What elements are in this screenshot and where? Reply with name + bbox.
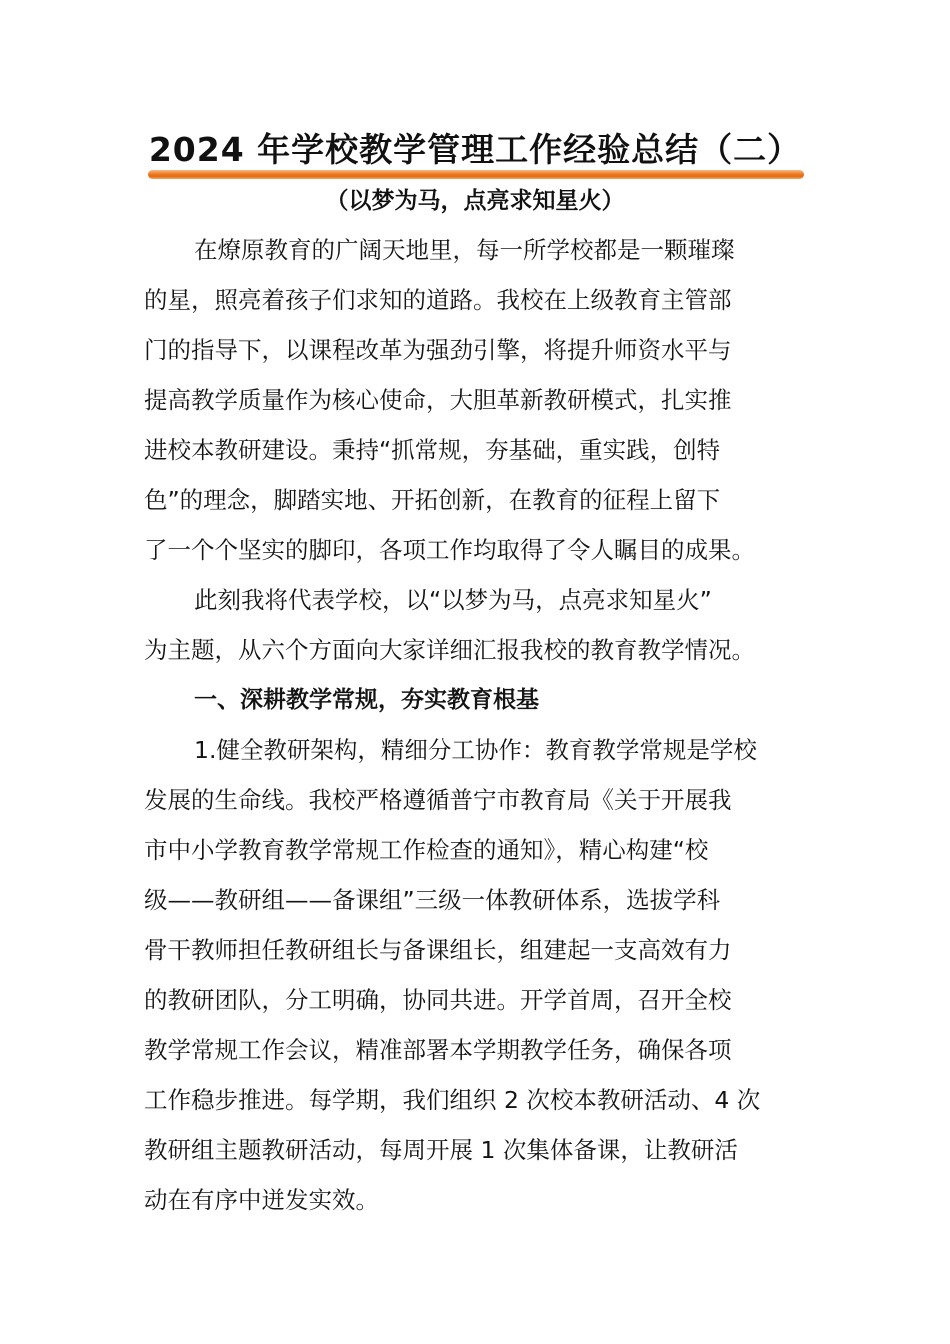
paragraph-line: 教研组主题教研活动，每周开展 1 次集体备课，让教研活 <box>144 1136 738 1164</box>
paragraph-line: 门的指导下，以课程改革为强劲引擎，将提升师资水平与 <box>144 336 732 364</box>
paragraph-line: 市中小学教育教学常规工作检查的通知》，精心构建“校 <box>144 836 709 864</box>
paragraph-line: 在燎原教育的广阔天地里，每一所学校都是一颗璀璨 <box>194 236 735 264</box>
paragraph-line: 级——教研组——备课组”三级一体教研体系，选拔学科 <box>144 886 721 914</box>
document-subtitle: （以梦为马，点亮求知星火） <box>325 188 625 214</box>
document-title: 2024 年学校教学管理工作经验总结（二） <box>148 130 802 169</box>
paragraph-line: 骨干教师担任教研组长与备课组长，组建起一支高效有力 <box>144 936 732 964</box>
paragraph-line: 发展的生命线。我校严格遵循普宁市教育局《关于开展我 <box>144 786 732 814</box>
paragraph-line: 此刻我将代表学校，以“以梦为马，点亮求知星火” <box>194 586 712 614</box>
paragraph-line: 色”的理念，脚踏实地、开拓创新，在教育的征程上留下 <box>144 486 721 514</box>
paragraph-line: 的教研团队，分工明确，协同共进。开学首周，召开全校 <box>144 986 732 1014</box>
paragraph-line: 提高教学质量作为核心使命，大胆革新教研模式，扎实推 <box>144 386 732 414</box>
document-body <box>144 225 814 1225</box>
paragraph-line: 的星，照亮着孩子们求知的道路。我校在上级教育主管部 <box>144 286 732 314</box>
paragraph-line: 1.健全教研架构，精细分工协作：教育教学常规是学校 <box>194 736 757 764</box>
paragraph-line: 进校本教研建设。秉持“抓常规，夯基础，重实践，创特 <box>144 436 721 464</box>
title-underline-rule <box>148 170 804 179</box>
paragraph-line: 了一个个坚实的脚印，各项工作均取得了令人瞩目的成果。 <box>144 536 755 564</box>
paragraph-line: 教学常规工作会议，精准部署本学期教学任务，确保各项 <box>144 1036 732 1064</box>
section-heading: 一、深耕教学常规，夯实教育根基 <box>194 687 539 713</box>
paragraph-line: 工作稳步推进。每学期，我们组织 2 次校本教研活动、4 次 <box>144 1086 761 1114</box>
paragraph-line: 为主题，从六个方面向大家详细汇报我校的教育教学情况。 <box>144 636 755 664</box>
paragraph-line: 动在有序中迸发实效。 <box>144 1186 379 1214</box>
